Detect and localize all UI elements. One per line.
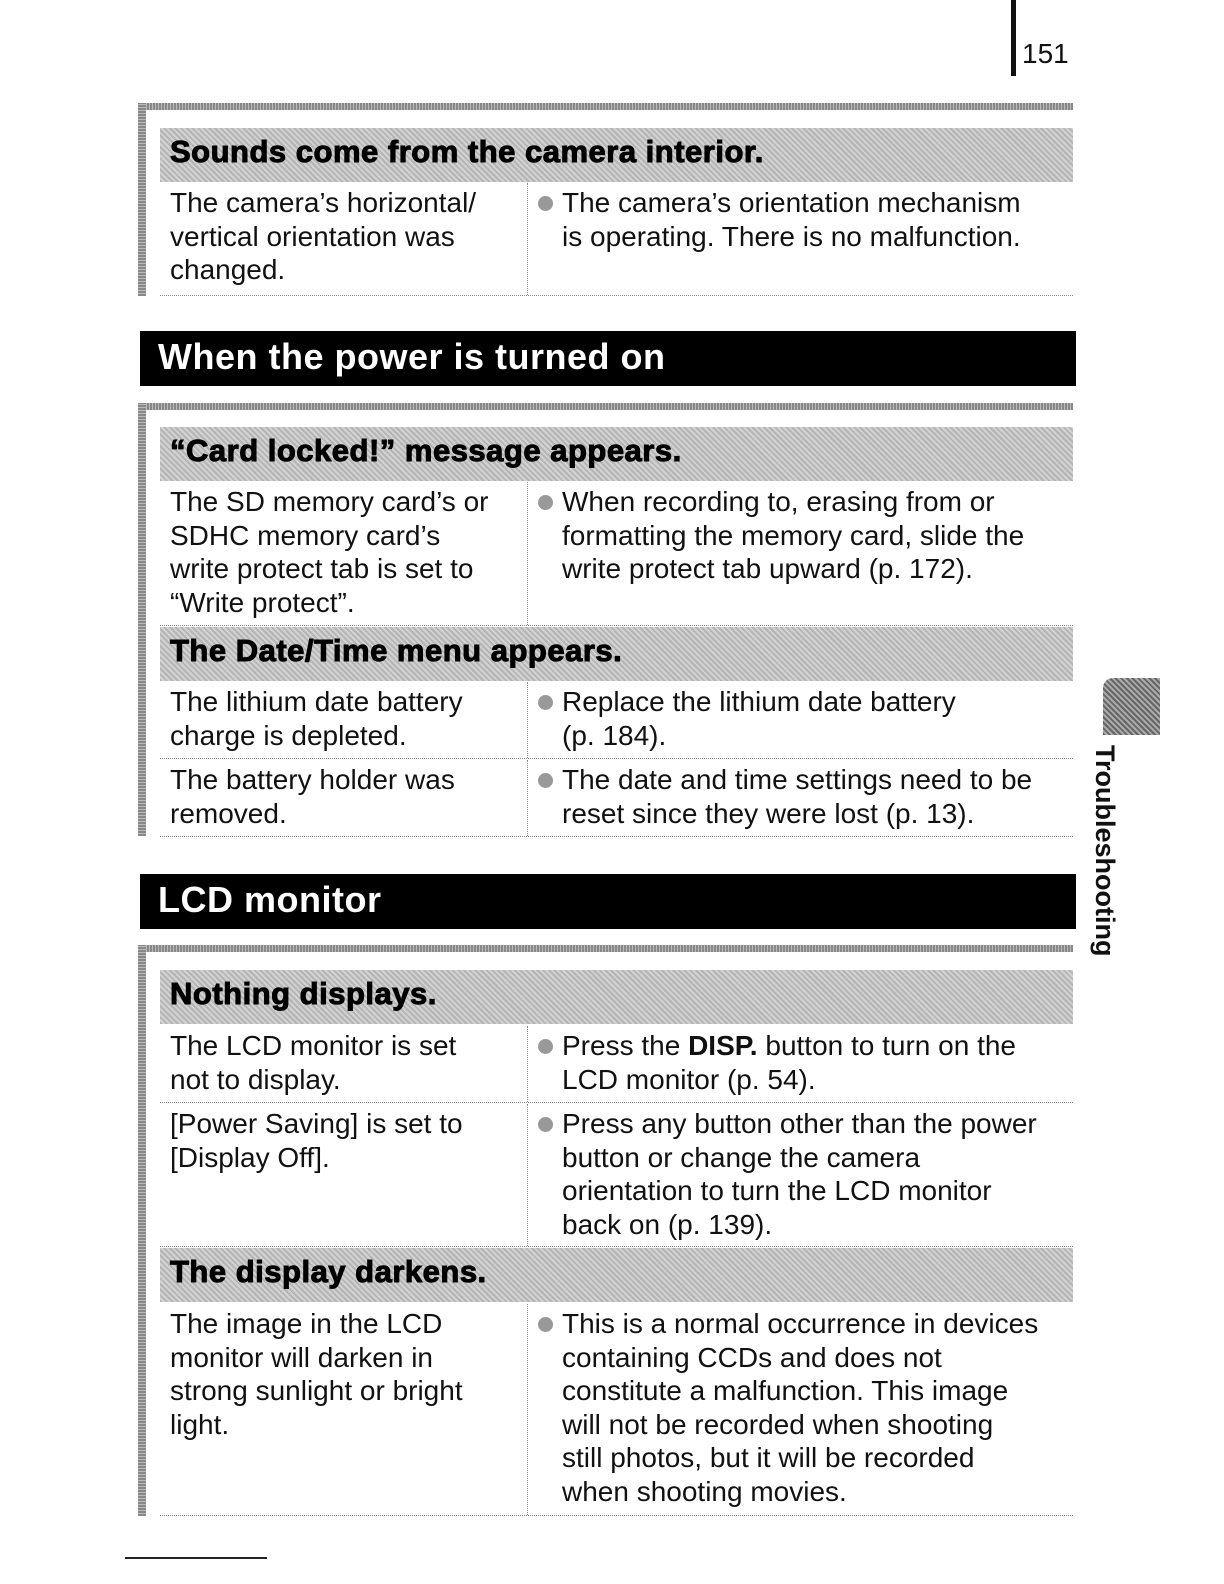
- block-top-rule: [138, 945, 1073, 952]
- cause-text: The SD memory card’s or SDHC memory card’s write protect tab is set to “Write protect”.: [170, 486, 489, 618]
- problem-title: “Card locked!” message appears.: [170, 433, 682, 468]
- block-left-rule: [138, 403, 146, 836]
- table-row: [160, 183, 1073, 296]
- cause-text: The camera’s horizontal/ vertical orientation was changed.: [170, 187, 477, 286]
- table-row: [160, 1304, 1073, 1516]
- column-divider: [527, 1304, 528, 1515]
- table-row: [160, 1104, 1073, 1247]
- chapter-tab-marker: [1103, 678, 1160, 735]
- table-row: [160, 760, 1073, 837]
- cause-text: The image in the LCD monitor will darken in strong sunlight or bright light.: [170, 1308, 463, 1440]
- column-divider: [527, 183, 528, 295]
- column-divider: [527, 1026, 528, 1102]
- bullet-icon: [538, 1117, 553, 1132]
- problem-title: The Date/Time menu appears.: [170, 633, 623, 668]
- column-divider: [527, 760, 528, 836]
- bullet-icon: [538, 196, 553, 211]
- cause-text: [Power Saving] is set to [Display Off].: [170, 1108, 463, 1173]
- remedy-text: [562, 1029, 1016, 1096]
- problem-title: The display darkens.: [170, 1254, 487, 1289]
- problem-header: [160, 427, 1073, 481]
- cause-text: The lithium date battery charge is depleted.: [170, 686, 463, 751]
- problem-header: [160, 128, 1073, 182]
- section-heading: [140, 331, 1076, 386]
- remedy-text: The camera’s orientation mechanism is operating. There is no malfunction.: [562, 187, 1021, 252]
- table-row: [160, 1026, 1073, 1103]
- cause-text: The LCD monitor is set not to display.: [170, 1030, 457, 1095]
- column-divider: [527, 1104, 528, 1246]
- remedy-text: Press any button other than the power button or change the camera orientation to turn the LCD monitor back on (p. 139).: [562, 1108, 1037, 1240]
- remedy-text: Replace the lithium date battery (p. 184).: [562, 686, 956, 751]
- chapter-tab-label: Troubleshooting: [1090, 745, 1120, 957]
- bullet-icon: [538, 1039, 553, 1054]
- bullet-icon: [538, 495, 553, 510]
- remedy-text: This is a normal occurrence in devices containing CCDs and does not constitute a malfunction. This image will not be recorded when shooting still photos, but it will be recorded when shooting movies.: [562, 1308, 1039, 1507]
- remedy-text-part: Press the: [562, 1030, 689, 1061]
- cause-text: The battery holder was removed.: [170, 764, 455, 829]
- column-divider: [527, 482, 528, 625]
- problem-header: [160, 627, 1073, 681]
- bullet-icon: [538, 773, 553, 788]
- section-title: When the power is turned on: [158, 336, 666, 377]
- table-row: [160, 482, 1073, 626]
- page-number-bar: [1011, 0, 1016, 76]
- block-left-rule: [138, 103, 146, 296]
- remedy-text: When recording to, erasing from or formatting the memory card, slide the write protect tab upward (p. 172).: [562, 486, 1025, 585]
- problem-header: [160, 970, 1073, 1024]
- page-number: 151: [1022, 38, 1069, 69]
- bullet-icon: [538, 1317, 553, 1332]
- remedy-text: The date and time settings need to be reset since they were lost (p. 13).: [562, 764, 1033, 829]
- bullet-icon: [538, 695, 553, 710]
- disp-button-label: DISP.: [688, 1030, 758, 1061]
- block-top-rule: [138, 103, 1073, 110]
- footer-rule: [125, 1557, 267, 1559]
- block-left-rule: [138, 945, 146, 1516]
- block-top-rule: [138, 403, 1073, 410]
- section-heading: [140, 874, 1076, 929]
- chapter-tab: [1090, 745, 1120, 980]
- problem-title: Sounds come from the camera interior.: [170, 134, 764, 169]
- problem-header: [160, 1248, 1073, 1302]
- table-row: [160, 682, 1073, 759]
- column-divider: [527, 682, 528, 758]
- remedy-text-part: button to turn on the LCD monitor (p. 54).: [562, 1030, 1017, 1095]
- section-title: LCD monitor: [158, 879, 382, 920]
- problem-title: Nothing displays.: [170, 976, 437, 1011]
